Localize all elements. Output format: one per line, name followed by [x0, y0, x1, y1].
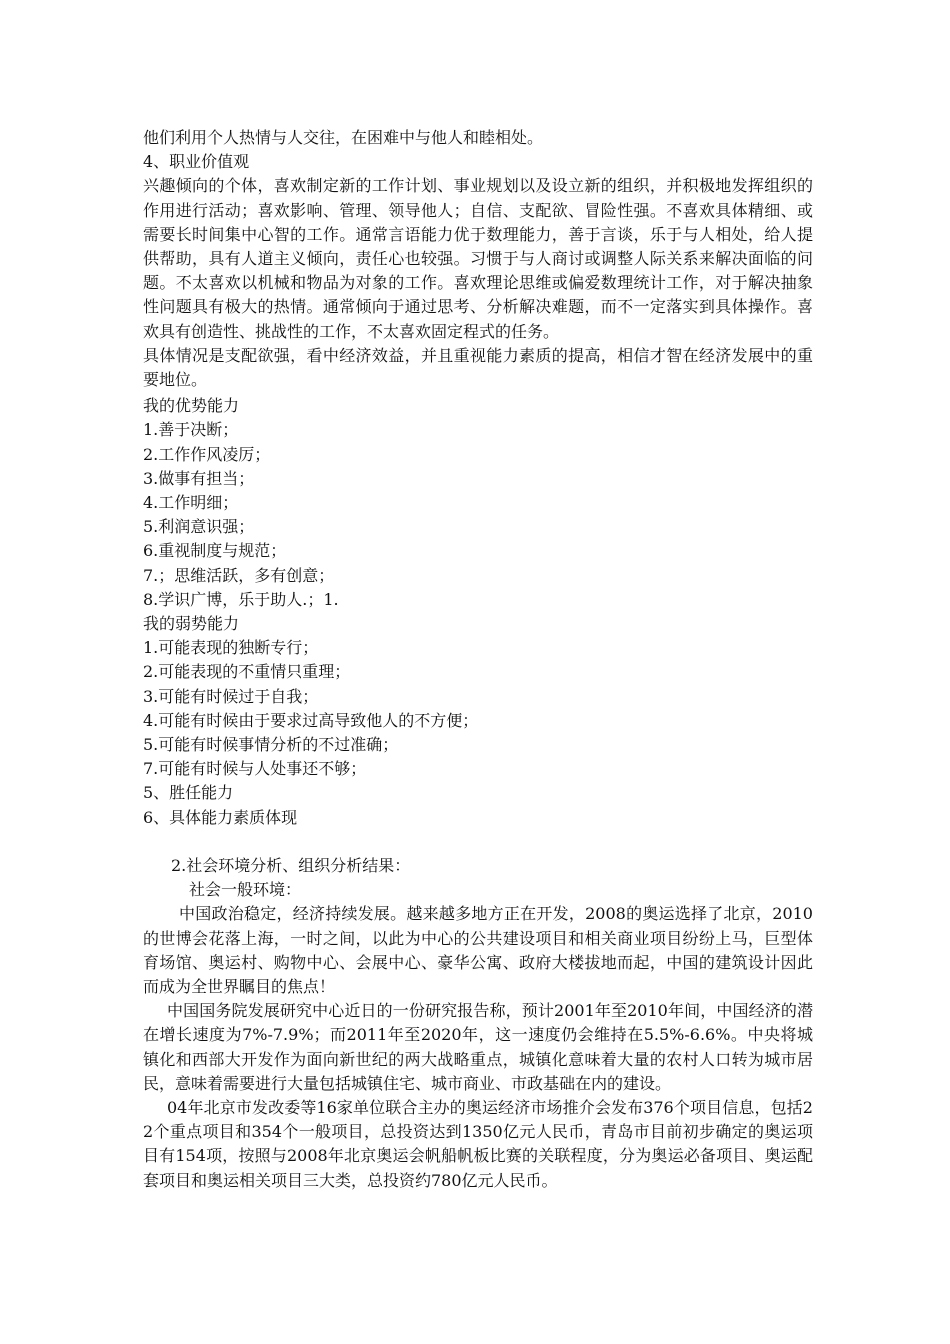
quality-title: 6、具体能力素质体现 — [143, 807, 298, 827]
strength-item: 6.重视制度与规范； — [143, 541, 287, 561]
weakness-item: 2.可能表现的不重情只重理； — [143, 662, 351, 682]
strength-item: 2.工作作风凌厉； — [143, 444, 271, 464]
strength-item: 8.学识广博，乐于助人.；1. — [143, 589, 339, 609]
weakness-item: 7.可能有时候与人处事还不够； — [143, 759, 367, 779]
weakness-item: 3.可能有时候过于自我； — [143, 686, 319, 706]
growth-forecast-paragraph: 中国国务院发展研究中心近日的一份研究报告称，预计2001年至2010年间，中国经济的潜在增长速度为7%-7.9%；而2011年至2020年，这一速度仍会维持在5.5%-6.6%。中央将城镇化和西部大开发作为面向新世纪的两大战略重点，城镇化意味着大量的农村人口转为城市居民，意味着需要进行大量包括城镇住宅、城市商业、市政基础在内的建设。 — [143, 1001, 813, 1093]
career-values-heading: 4、职业价值观 — [143, 152, 250, 172]
strength-item: 3.做事有担当； — [143, 468, 255, 488]
strength-item: 5.利润意识强； — [143, 517, 255, 537]
weakness-item: 1.可能表现的独断专行； — [143, 638, 319, 658]
strength-item: 4.工作明细； — [143, 493, 239, 513]
section-spacer — [143, 830, 813, 854]
strength-item: 1.善于决断； — [143, 420, 239, 440]
strengths-title: 我的优势能力 — [143, 396, 240, 416]
weaknesses-title: 我的弱势能力 — [143, 614, 240, 634]
competency-title: 5、胜任能力 — [143, 783, 234, 803]
specific-situation-paragraph: 具体情况是支配欲强，看中经济效益，并且重视能力素质的提高，相信才智在经济发展中的重要地位。 — [143, 345, 813, 390]
weakness-item: 5.可能有时候事情分析的不过准确； — [143, 735, 399, 755]
career-values-paragraph: 兴趣倾向的个体，喜欢制定新的工作计划、事业规划以及设立新的组织，并积极地发挥组织的作用进行活动；喜欢影响、管理、领导他人；自信、支配欲、冒险性强。不喜欢具体精细、或需要长时间集中心智的工作。通常言语能力优于数理能力，善于言谈，乐于与人相处，给人提供帮助，具有人道主义倾向，责任心也较强。习惯于与人商讨或调整人际关系来解决面临的问题。不太喜欢以机械和物品为对象的工作。喜欢理论思维或偏爱数理统计工作，对于解决抽象性问题具有极大的热情。通常倾向于通过思考、分析解决难题，而不一定落实到具体操作。喜欢具有创造性、挑战性的工作，不太喜欢固定程式的任务。 — [143, 176, 813, 341]
olympic-projects-paragraph: 04年北京市发改委等16家单位联合主办的奥运经济市场推介会发布376个项目信息，包括22个重点项目和354个一般项目，总投资达到1350亿元人民币，青岛市目前初步确定的奥运项目有154项，按照与2008年北京奥运会帆船帆板比赛的关联程度，分为奥运必备项目、奥运配套项目和奥运相关项目三大类，总投资约780亿元人民币。 — [143, 1097, 813, 1190]
weakness-item: 4.可能有时候由于要求过高导致他人的不方便； — [143, 710, 479, 730]
strength-item: 7.；思维活跃，多有创意； — [143, 565, 335, 585]
economic-development-paragraph: 中国政治稳定，经济持续发展。越来越多地方正在开发，2008的奥运选择了北京，2010的世博会花落上海，一时之间，以此为中心的公共建设项目和相关商业项目纷纷上马，巨型体育场馆、奥运村、购物中心、会展中心、豪华公寓、政府大楼拔地而起，中国的建筑设计因此而成为全世界瞩目的焦点！ — [143, 904, 813, 996]
document-content — [143, 126, 813, 1193]
general-environment-title: 社会一般环境： — [189, 880, 302, 900]
intro-line: 他们利用个人热情与人交往，在困难中与他人和睦相处。 — [143, 128, 544, 147]
social-environment-section-title: 2.社会环境分析、组织分析结果： — [171, 855, 411, 875]
